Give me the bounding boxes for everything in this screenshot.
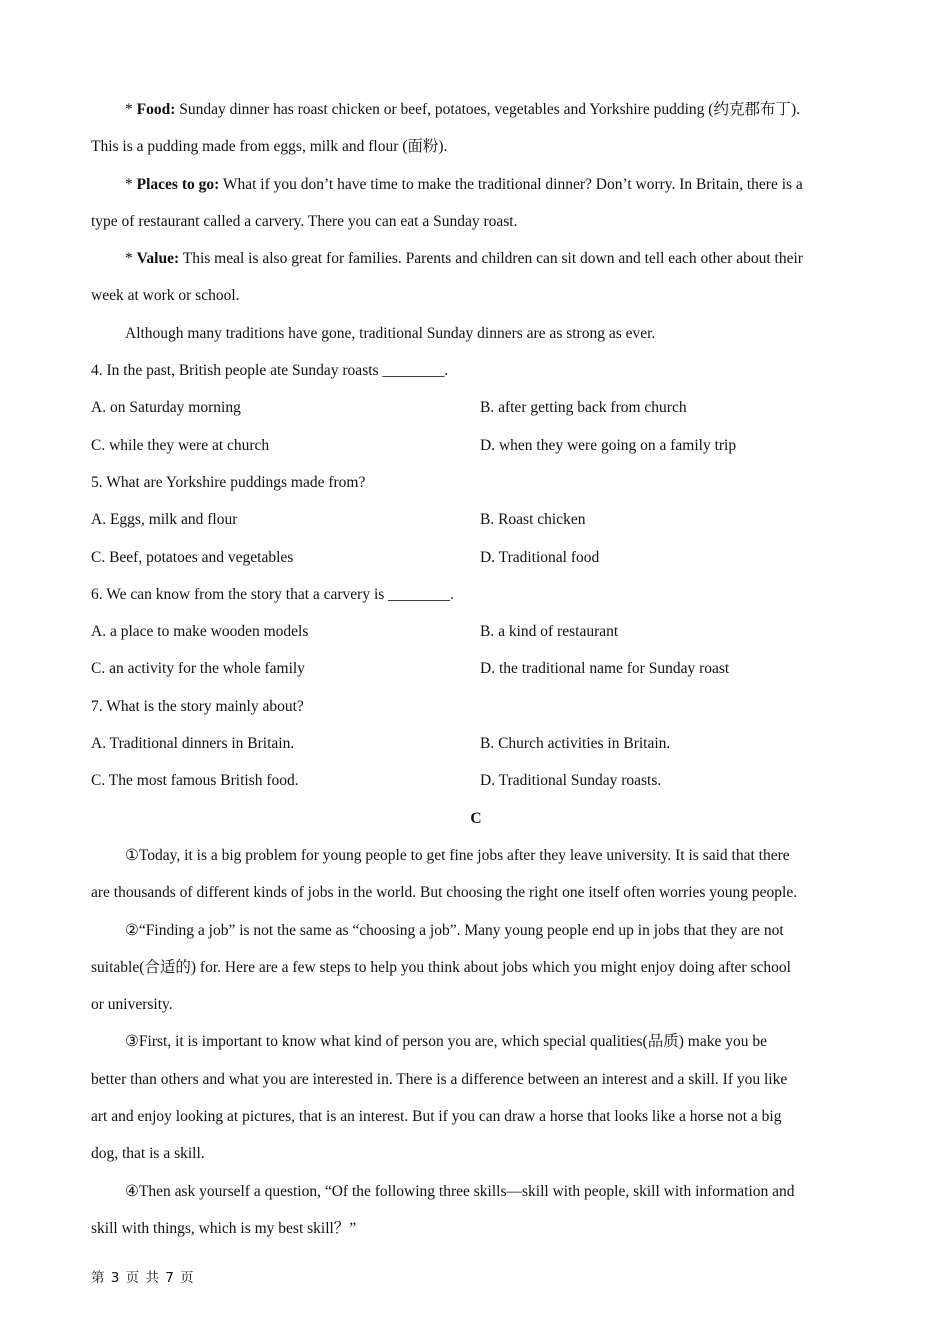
question-5-options-row-1 <box>91 501 861 538</box>
passage-c-p4-line-2: skill with things, which is my best skill？” <box>91 1219 357 1237</box>
question-6-options-row-1 <box>91 613 861 650</box>
question-6-option-a[interactable]: A. a place to make wooden models <box>91 623 309 641</box>
question-5-option-c[interactable]: C. Beef, potatoes and vegetables <box>91 548 294 566</box>
value-paragraph-line-1: * Value: This meal is also great for families. Parents and children can sit down and tell each other about their <box>125 250 803 268</box>
question-4-options-row-1 <box>91 389 861 426</box>
question-6-options-row-2 <box>91 650 861 687</box>
question-5-option-b[interactable]: B. Roast chicken <box>480 511 586 529</box>
places-paragraph-line-1: * Places to go: What if you don’t have time to make the traditional dinner? Don’t worry. In Britain, there is a <box>125 175 803 193</box>
question-4-option-d[interactable]: D. when they were going on a family trip <box>480 436 737 454</box>
question-4-option-c[interactable]: C. while they were at church <box>91 436 270 454</box>
question-7-option-b[interactable]: B. Church activities in Britain. <box>480 735 671 753</box>
passage-c-p2-line-1: ②“Finding a job” is not the same as “choosing a job”. Many young people end up in jobs that they are not <box>125 921 784 939</box>
passage-c-p3-line-4: dog, that is a skill. <box>91 1145 205 1163</box>
question-4-option-b[interactable]: B. after getting back from church <box>480 399 687 417</box>
question-5-options-row-2 <box>91 539 861 576</box>
question-6-option-c[interactable]: C. an activity for the whole family <box>91 660 305 678</box>
question-7-option-d[interactable]: D. Traditional Sunday roasts. <box>480 772 662 790</box>
question-4-option-a[interactable]: A. on Saturday morning <box>91 399 241 417</box>
question-5-option-d[interactable]: D. Traditional food <box>480 548 600 566</box>
question-5-option-a[interactable]: A. Eggs, milk and flour <box>91 511 238 529</box>
closing-paragraph: Although many traditions have gone, traditional Sunday dinners are as strong as ever. <box>125 324 656 342</box>
food-paragraph-line-2: This is a pudding made from eggs, milk and flour (面粉). <box>91 138 448 156</box>
passage-c-p1-line-2: are thousands of different kinds of jobs in the world. But choosing the right one itself often worries young people. <box>91 884 798 902</box>
question-7-options-row-2 <box>91 762 861 799</box>
passage-c-p3-line-3: art and enjoy looking at pictures, that is an interest. But if you can draw a horse that looks like a horse not a big <box>91 1108 782 1126</box>
question-4-stem: 4. In the past, British people ate Sunday roasts ________. <box>91 362 449 380</box>
question-6-option-b[interactable]: B. a kind of restaurant <box>480 623 619 641</box>
question-5-stem: 5. What are Yorkshire puddings made from? <box>91 473 366 491</box>
places-label: Places to go: <box>136 175 220 193</box>
question-7-options-row-1 <box>91 725 861 762</box>
page-number-footer: 第 3 页 共 7 页 <box>91 1270 195 1286</box>
question-6-option-d[interactable]: D. the traditional name for Sunday roast <box>480 660 730 678</box>
value-paragraph-line-2: week at work or school. <box>91 287 240 305</box>
passage-c-heading: C <box>470 809 482 827</box>
passage-c-p2-line-2: suitable(合适的) for. Here are a few steps to help you think about jobs which you might enjoy doing after school <box>91 958 791 976</box>
passage-c-p4-line-1: ④Then ask yourself a question, “Of the following three skills—skill with people, skill with information and <box>125 1182 795 1200</box>
passage-c-p3-line-2: better than others and what you are interested in. There is a difference between an interest and a skill. If you like <box>91 1070 788 1088</box>
value-label: Value: <box>136 250 180 268</box>
passage-c-p3-line-1: ③First, it is important to know what kind of person you are, which special qualities(品质) make you be <box>125 1033 767 1051</box>
question-7-option-a[interactable]: A. Traditional dinners in Britain. <box>91 735 295 753</box>
food-label: Food: <box>136 101 176 118</box>
places-paragraph-line-2: type of restaurant called a carvery. There you can eat a Sunday roast. <box>91 212 518 230</box>
passage-c-p2-line-3: or university. <box>91 996 173 1014</box>
question-4-options-row-2 <box>91 427 861 464</box>
question-7-option-c[interactable]: C. The most famous British food. <box>91 772 299 790</box>
food-paragraph-line-1: * Food: Sunday dinner has roast chicken or beef, potatoes, vegetables and Yorkshire pudding (约克郡布丁). <box>125 101 800 118</box>
document-page <box>91 91 861 1247</box>
passage-c-p1-line-1: ①Today, it is a big problem for young people to get fine jobs after they leave university. It is said that there <box>125 846 790 864</box>
question-6-stem: 6. We can know from the story that a carvery is ________. <box>91 585 455 603</box>
question-7-stem: 7. What is the story mainly about? <box>91 697 304 715</box>
